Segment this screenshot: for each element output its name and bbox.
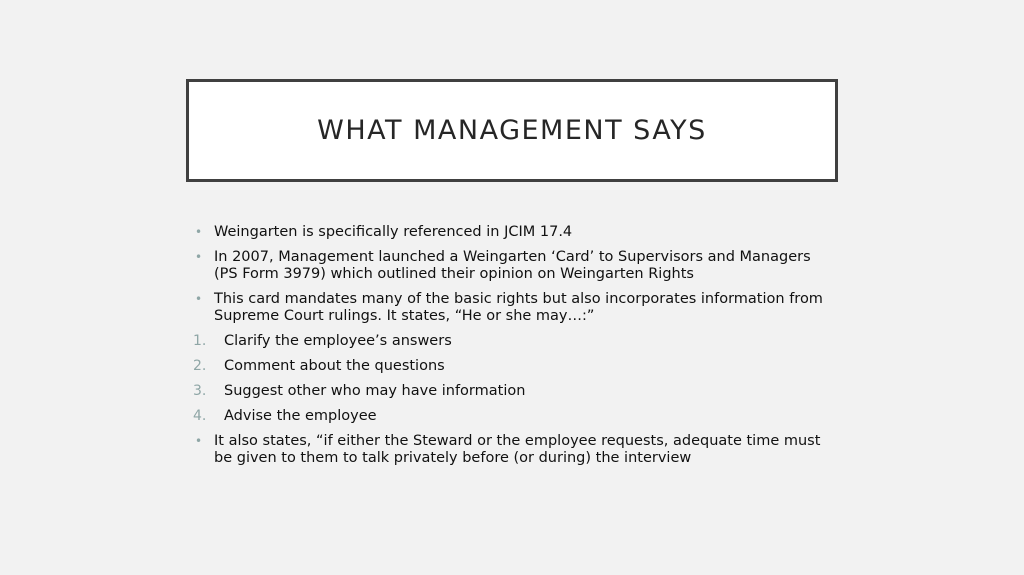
numbered-item <box>193 408 833 425</box>
list-item-text: This card mandates many of the basic rights but also incorporates information from Supreme Court rulings. It states, “He or she may…:” <box>214 291 823 324</box>
list-item-text: Comment about the questions <box>224 358 445 374</box>
slide-title: WHAT MANAGEMENT SAYS <box>317 115 707 146</box>
list-item-text: Suggest other who may have information <box>224 383 526 399</box>
number-marker: 3. <box>193 383 207 399</box>
list-item-text: Weingarten is specifically referenced in JCIM 17.4 <box>214 224 573 240</box>
list-item-text: Clarify the employee’s answers <box>224 333 452 349</box>
list-item-text: In 2007, Management launched a Weingarten ‘Card’ to Supervisors and Managers (PS Form 3979) which outlined their opinion on Weingarten Rights <box>214 249 811 282</box>
list-item <box>193 224 833 241</box>
number-marker: 1. <box>193 333 207 349</box>
list-item-text: Advise the employee <box>224 408 377 424</box>
list-item <box>193 249 833 283</box>
bullet-marker: • <box>195 292 203 306</box>
numbered-item <box>193 358 833 375</box>
slide-content <box>193 224 833 475</box>
bullet-marker: • <box>195 225 203 239</box>
number-marker: 2. <box>193 358 207 374</box>
number-marker: 4. <box>193 408 207 424</box>
bullet-marker: • <box>195 434 203 448</box>
bullet-marker: • <box>195 250 203 264</box>
list-item <box>193 433 833 467</box>
numbered-item <box>193 383 833 400</box>
title-box <box>186 79 838 182</box>
numbered-item <box>193 333 833 350</box>
list-item-text: It also states, “if either the Steward or the employee requests, adequate time must be given to them to talk privately before (or during) the interview <box>214 433 821 466</box>
list-item <box>193 291 833 325</box>
